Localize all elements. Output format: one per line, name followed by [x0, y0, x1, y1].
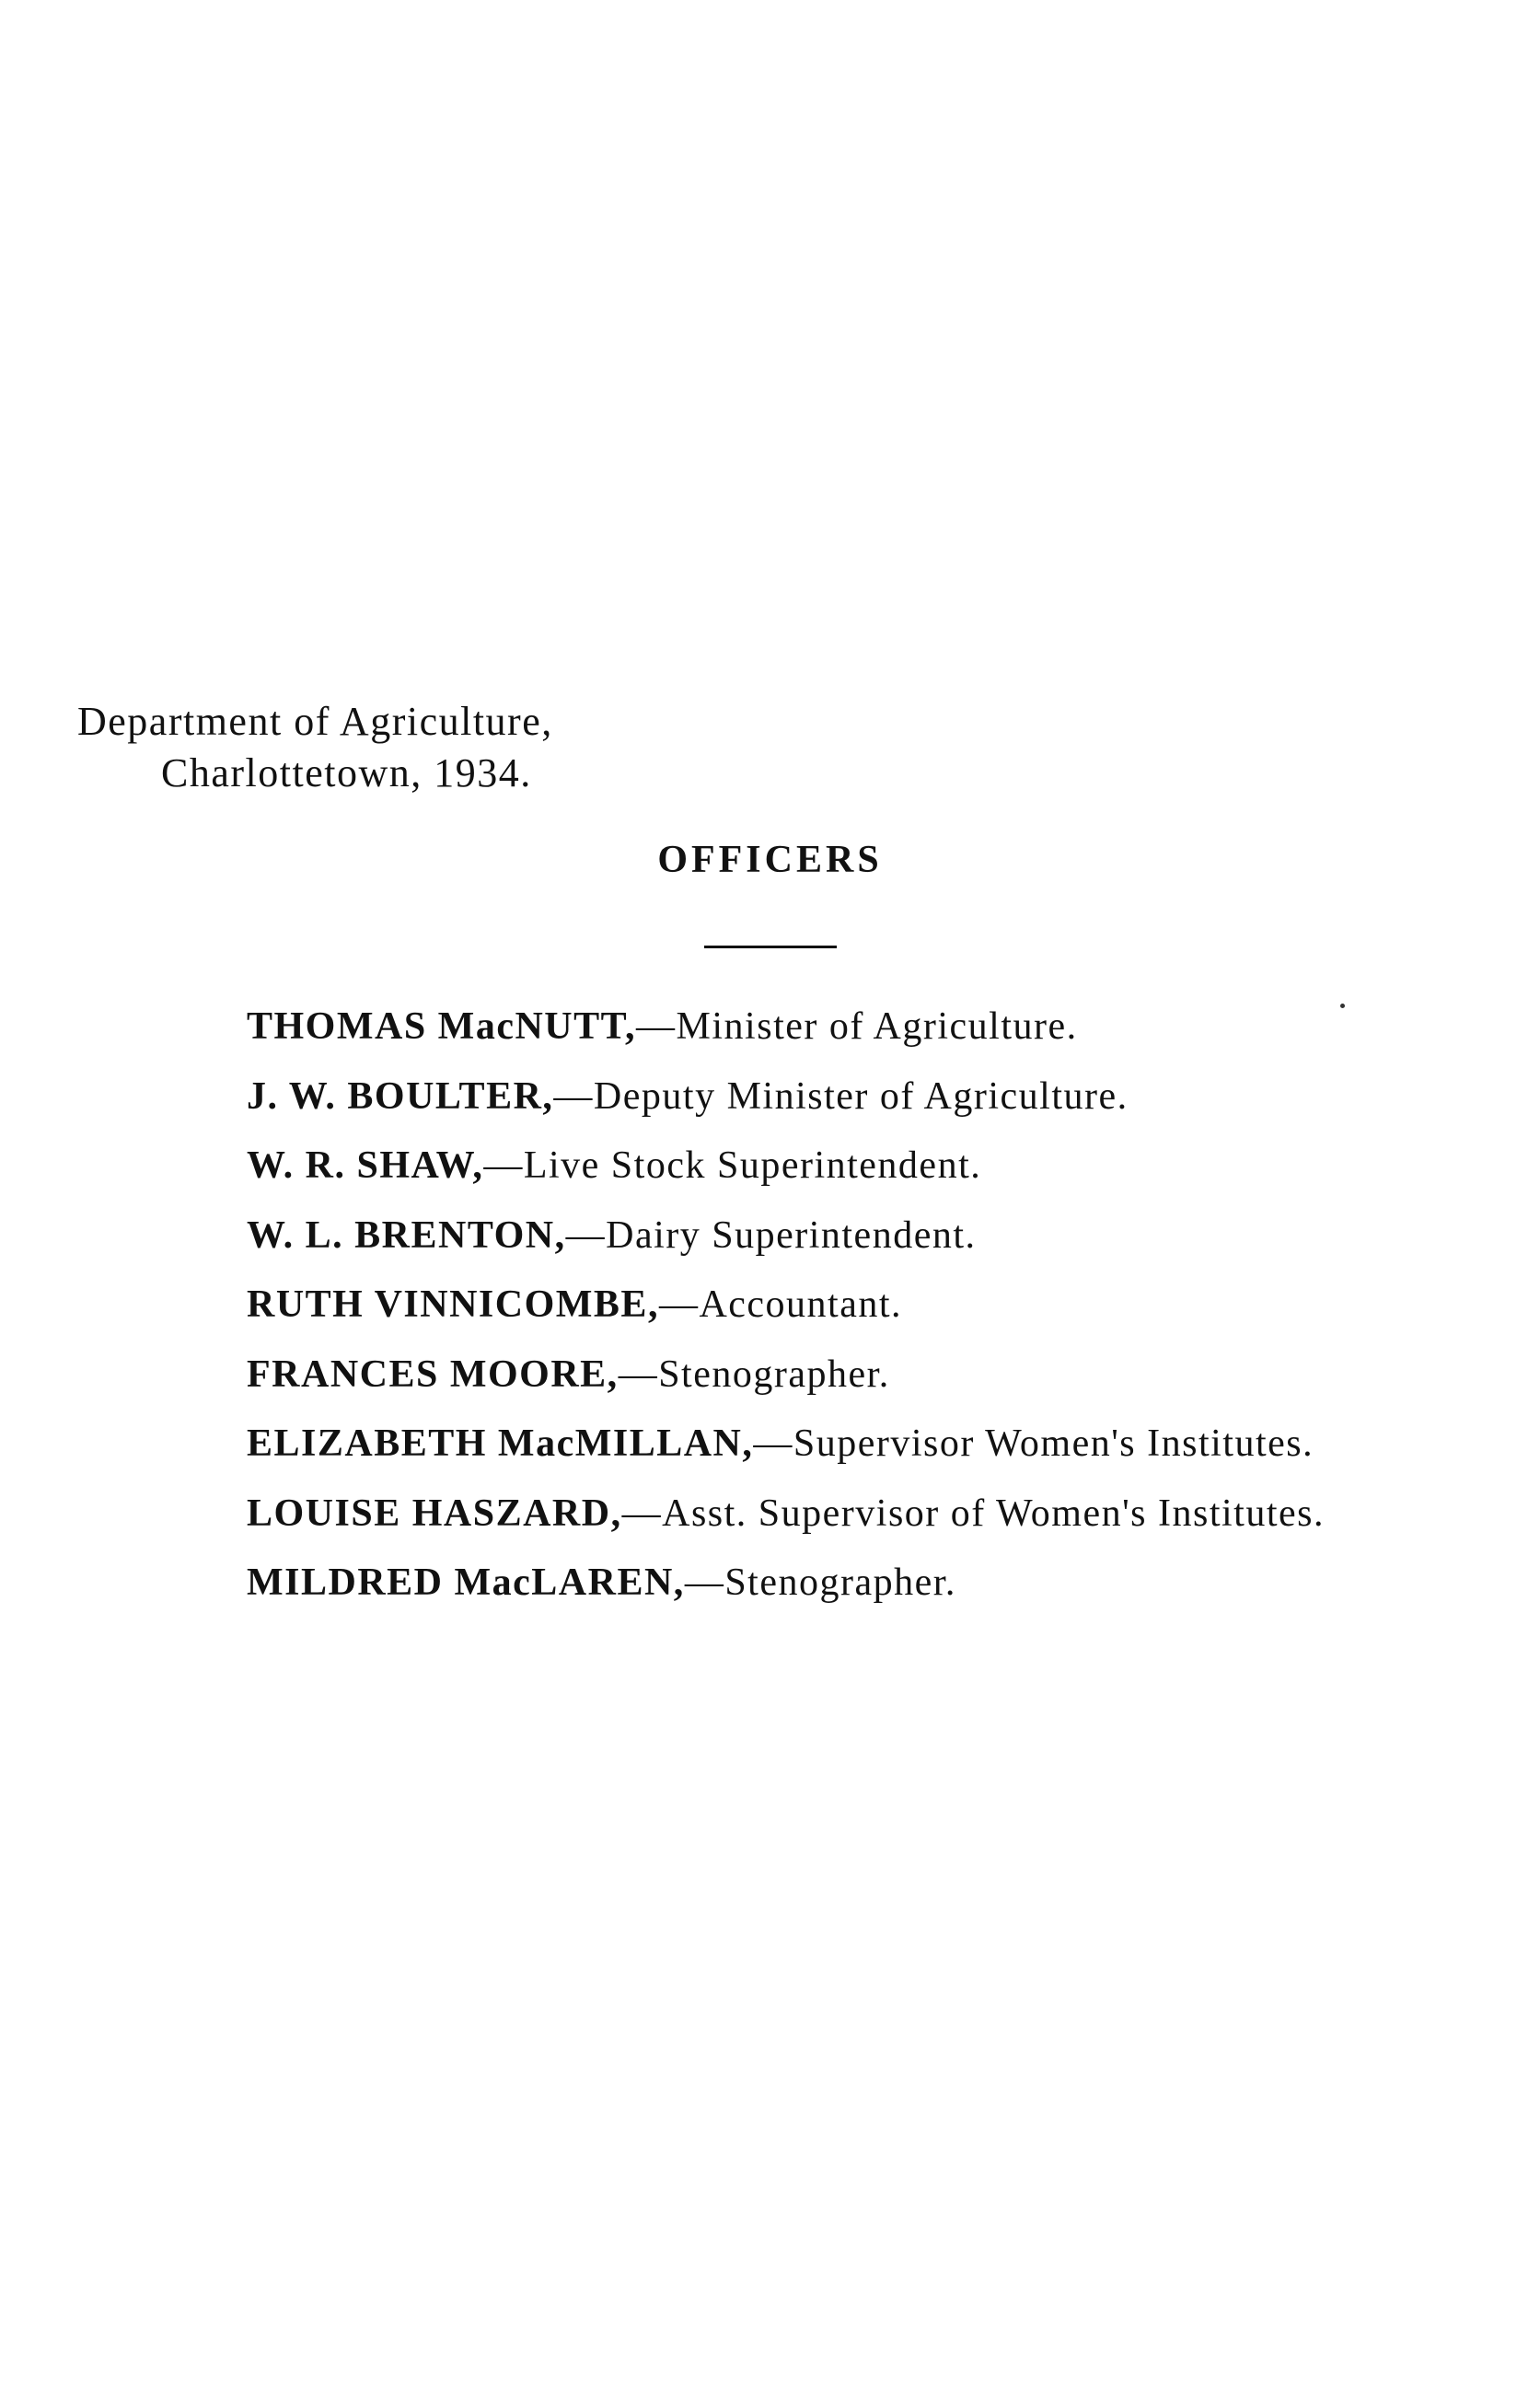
officer-role: —Supervisor Women's Institutes. [753, 1422, 1314, 1465]
officer-name: W. L. BRENTON, [247, 1213, 566, 1257]
title-divider [704, 946, 837, 948]
list-item [247, 1348, 1325, 1418]
section-title [0, 838, 1540, 882]
officer-name: W. R. SHAW, [247, 1144, 484, 1187]
officer-role: —Asst. Supervisor of Women's Institutes. [621, 1492, 1326, 1535]
list-item [247, 1000, 1325, 1070]
officer-name: MILDRED MacLAREN, [247, 1561, 685, 1604]
officer-name: THOMAS MacNUTT, [247, 1005, 637, 1048]
officer-name: LOUISE HASZARD, [247, 1492, 622, 1535]
officer-role: —Live Stock Superintendent. [483, 1144, 982, 1187]
department-location-year: Charlottetown, 1934. [161, 750, 532, 795]
list-item [247, 1209, 1325, 1279]
officer-role: —Stenographer. [684, 1561, 956, 1604]
officer-name: FRANCES MOORE, [247, 1352, 619, 1396]
department-name: Department of Agriculture, [77, 699, 553, 744]
list-item [247, 1070, 1325, 1140]
officers-heading: OFFICERS [657, 839, 883, 881]
list-item [247, 1417, 1325, 1487]
officer-role: —Dairy Superintendent. [565, 1213, 977, 1257]
officer-name: RUTH VINNICOMBE, [247, 1283, 659, 1326]
officers-list [247, 1000, 1325, 1626]
list-item [247, 1487, 1325, 1557]
list-item [247, 1139, 1325, 1209]
department-header [77, 696, 553, 799]
officer-role: —Stenographer. [618, 1352, 890, 1396]
officer-name: ELIZABETH MacMILLAN, [247, 1422, 754, 1465]
officer-role: —Deputy Minister of Agriculture. [553, 1074, 1129, 1118]
list-item [247, 1278, 1325, 1348]
officer-role: —Accountant. [658, 1283, 903, 1326]
officer-name: J. W. BOULTER, [247, 1074, 554, 1118]
officer-role: —Minister of Agriculture. [636, 1005, 1078, 1048]
print-speck [1340, 1004, 1345, 1008]
list-item [247, 1556, 1325, 1626]
